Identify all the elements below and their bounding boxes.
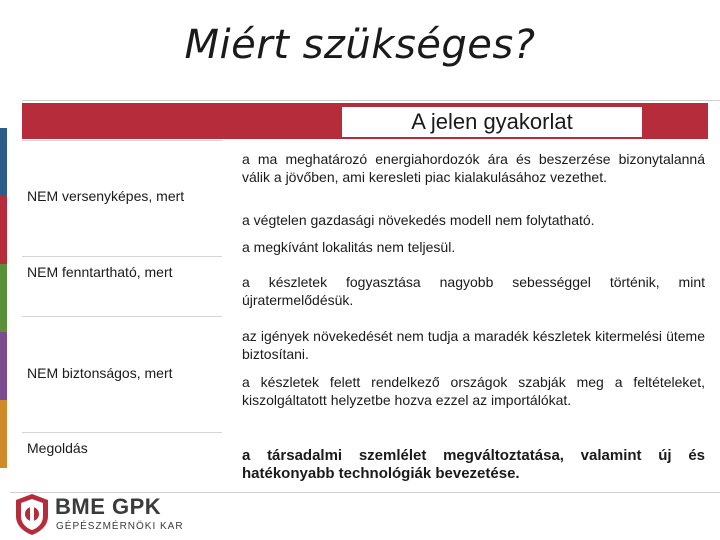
- slide-title: Miért szükséges?: [184, 22, 536, 68]
- stripe-orange: [0, 400, 7, 468]
- reason-consumption-rate: a készletek fogyasztása nagyobb sebességgel történik, mint újratermelődésük.: [242, 274, 705, 308]
- reason-growth-model: a végtelen gazdasági növekedés modell nem folytatható.: [242, 212, 595, 228]
- row-label-competitive: NEM versenyképes, mert: [27, 188, 185, 204]
- stripe-red: [0, 196, 7, 264]
- row-divider: [22, 256, 222, 257]
- section-header-label: A jelen gyakorlat: [342, 107, 642, 137]
- side-color-stripes: [0, 128, 7, 468]
- title-divider: [22, 100, 720, 101]
- logo-subtitle: GÉPÉSZMÉRNÖKI KAR: [56, 521, 184, 532]
- stripe-green: [0, 264, 7, 332]
- logo-wordmark: BME GPK: [55, 494, 162, 519]
- reason-extraction-rate: az igények növekedését nem tudja a maradék készletek kitermelési üteme biztosítani.: [242, 328, 705, 362]
- row-divider: [22, 140, 222, 141]
- university-seal-icon: [12, 492, 52, 536]
- row-label-sustainable: NEM fenntartható, mert: [27, 264, 173, 280]
- reason-price-uncertainty: a ma meghatározó energiahordozók ára és beszerzése bizonytalanná válik a jövőben, ami keresleti piac kialakulásához vezethet.: [242, 151, 705, 185]
- reason-locality: a megkívánt lokalitás nem teljesül.: [242, 239, 456, 255]
- section-header-bar: [22, 103, 708, 139]
- stripe-blue: [0, 128, 7, 196]
- solution-text: a társadalmi szemlélet megváltoztatása, valamint új és hatékonyabb technológiák bevezetése.: [242, 447, 705, 482]
- reason-supplier-control: a készletek felett rendelkező országok szabják meg a feltételeket, kiszolgáltatott helyzetbe hozva ezzel az importálókat.: [242, 374, 705, 408]
- stripe-purple: [0, 332, 7, 400]
- row-label-solution: Megoldás: [27, 440, 88, 456]
- row-label-safe: NEM biztonságos, mert: [27, 365, 173, 381]
- row-divider: [22, 432, 222, 433]
- row-divider: [22, 316, 222, 317]
